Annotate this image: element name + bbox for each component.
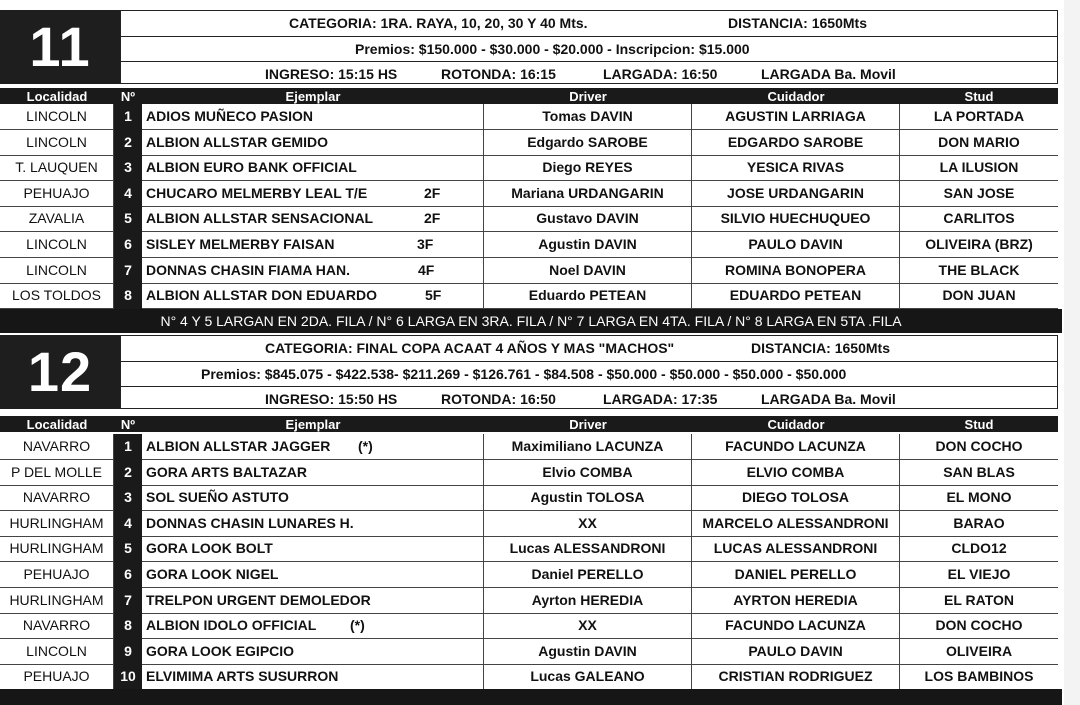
race-start-type: LARGADA Ba. Movil xyxy=(761,66,896,82)
cell-stud: DON COCHO xyxy=(935,438,1023,454)
cell-ejemplar xyxy=(142,639,484,664)
cell-cuidador: ROMINA BONOPERA xyxy=(692,258,900,283)
cell-localidad: LINCOLN xyxy=(0,232,114,257)
horse-name: DONNAS CHASIN FIAMA HAN. xyxy=(146,261,351,278)
cell-localidad: LINCOLN xyxy=(0,258,114,283)
cell-cuidador: PAULO DAVIN xyxy=(692,639,900,664)
race-number: 12 xyxy=(27,340,93,403)
table-row xyxy=(0,511,1058,537)
cell-driver: XX xyxy=(484,613,692,638)
cell-cuidador: DIEGO TOLOSA xyxy=(692,485,900,510)
race-distance: DISTANCIA: 1650Mts xyxy=(728,15,867,31)
horse-name: CHUCARO MELMERBY LEAL T/E xyxy=(146,184,368,201)
cell-driver: Lucas GALEANO xyxy=(484,664,692,689)
col-header-ejemplar: Ejemplar xyxy=(285,417,341,432)
horse-start-mark: 2F xyxy=(424,184,441,201)
vertical-scrollbar[interactable] xyxy=(1064,0,1080,705)
table-row xyxy=(0,206,1058,232)
table-header-race-12 xyxy=(0,416,1058,432)
cell-numero: 3 xyxy=(114,155,142,181)
cell-driver: Edgardo SAROBE xyxy=(484,130,692,155)
cell-localidad: PEHUAJO xyxy=(0,562,114,587)
cell-stud: DON JUAN xyxy=(942,287,1016,304)
cell-localidad: NAVARRO xyxy=(0,434,114,459)
cell-localidad: ZAVALIA xyxy=(0,206,114,231)
cell-ejemplar xyxy=(142,434,484,459)
cell-localidad: LINCOLN xyxy=(0,639,114,664)
horse-start-mark: (*) xyxy=(350,617,365,634)
cell-stud: EL VIEJO xyxy=(947,566,1011,582)
cell-driver: Mariana URDANGARIN xyxy=(484,181,692,206)
cell-numero: 3 xyxy=(114,485,142,511)
cell-cuidador: PAULO DAVIN xyxy=(692,232,900,257)
race-entry-time: INGRESO: 15:15 HS xyxy=(265,66,398,82)
race-start-type: LARGADA Ba. Movil xyxy=(761,391,896,407)
cell-driver: Diego REYES xyxy=(484,155,692,180)
bottom-bar xyxy=(0,689,1062,705)
race-info-row-2 xyxy=(121,361,1057,386)
cell-driver: Elvio COMBA xyxy=(484,460,692,485)
cell-stud: THE BLACK xyxy=(938,261,1020,278)
cell-ejemplar xyxy=(142,460,484,485)
cell-localidad: NAVARRO xyxy=(0,485,114,510)
cell-driver: Eduardo PETEAN xyxy=(484,283,692,308)
horse-name: ALBION ALLSTAR GEMIDO xyxy=(146,133,328,150)
horse-name: ADIOS MUÑECO PASION xyxy=(146,108,313,124)
table-row xyxy=(0,639,1058,665)
cell-localidad: PEHUAJO xyxy=(0,181,114,206)
race-info-row-1 xyxy=(121,11,1057,35)
cell-numero: 10 xyxy=(114,664,142,690)
horse-name: GORA LOOK NIGEL xyxy=(146,566,279,582)
cell-ejemplar xyxy=(142,181,484,206)
cell-stud: CARLITOS xyxy=(943,210,1015,227)
cell-stud: CLDO12 xyxy=(951,540,1007,557)
col-header-cuidador: Cuidador xyxy=(767,89,825,104)
race-number-badge xyxy=(0,10,120,84)
cell-cuidador: JOSE URDANGARIN xyxy=(692,181,900,206)
col-header-driver: Driver xyxy=(569,89,607,104)
cell-driver: Agustin DAVIN xyxy=(484,639,692,664)
cell-localidad: HURLINGHAM xyxy=(0,511,114,536)
cell-driver: Agustin TOLOSA xyxy=(484,485,692,510)
race-info-box xyxy=(120,335,1058,409)
horse-start-mark: 5F xyxy=(425,287,442,304)
table-row xyxy=(0,130,1058,156)
cell-localidad: NAVARRO xyxy=(0,613,114,638)
table-row xyxy=(0,258,1058,284)
race-entry-time: INGRESO: 15:50 HS xyxy=(265,391,398,407)
cell-stud: OLIVEIRA xyxy=(945,642,1013,659)
col-header-localidad: Localidad xyxy=(26,417,88,432)
cell-cuidador: EDUARDO PETEAN xyxy=(692,283,900,308)
col-header-localidad: Localidad xyxy=(26,89,88,104)
cell-driver: Maximiliano LACUNZA xyxy=(484,434,692,459)
cell-ejemplar xyxy=(142,485,484,510)
cell-cuidador: FACUNDO LACUNZA xyxy=(692,613,900,638)
horse-start-mark: 2F xyxy=(424,210,441,227)
table-row xyxy=(0,664,1058,690)
cell-ejemplar xyxy=(142,664,484,689)
cell-cuidador: LUCAS ALESSANDRONI xyxy=(692,536,900,561)
cell-numero: 2 xyxy=(114,460,142,486)
cell-stud: SAN JOSE xyxy=(943,184,1015,201)
cell-ejemplar xyxy=(142,536,484,561)
table-row xyxy=(0,536,1058,562)
horse-name: GORA LOOK EGIPCIO xyxy=(146,642,295,659)
race-info-row-3 xyxy=(121,61,1057,86)
cell-ejemplar xyxy=(142,511,484,536)
race-prizes: Premios: $150.000 - $30.000 - $20.000 - Inscripcion: $15.000 xyxy=(355,41,750,57)
race-number-badge xyxy=(0,335,120,409)
cell-ejemplar xyxy=(142,588,484,613)
cell-numero: 1 xyxy=(114,434,142,460)
cell-numero: 8 xyxy=(114,283,142,309)
cell-ejemplar xyxy=(142,104,484,129)
cell-cuidador: SILVIO HUECHUQUEO xyxy=(692,206,900,231)
col-header-stud: Stud xyxy=(964,417,994,432)
horse-name: ALBION ALLSTAR SENSACIONAL xyxy=(146,210,374,227)
table-row xyxy=(0,155,1058,181)
cell-cuidador: MARCELO ALESSANDRONI xyxy=(692,511,900,536)
cell-cuidador: ELVIO COMBA xyxy=(692,460,900,485)
race-info-row-1 xyxy=(121,336,1057,360)
horse-name: ALBION EURO BANK OFFICIAL xyxy=(146,159,357,176)
cell-cuidador: FACUNDO LACUNZA xyxy=(692,434,900,459)
race-rotonda-time: ROTONDA: 16:50 xyxy=(441,391,556,407)
cell-numero: 5 xyxy=(114,536,142,562)
horse-name: ELVIMIMA ARTS SUSURRON xyxy=(146,668,339,685)
horse-start-mark: 4F xyxy=(418,261,435,278)
cell-cuidador: EDGARDO SAROBE xyxy=(692,130,900,155)
cell-cuidador: AGUSTIN LARRIAGA xyxy=(692,104,900,129)
horse-name: ALBION IDOLO OFFICIAL xyxy=(146,617,317,634)
cell-ejemplar xyxy=(142,206,484,231)
race-category: CATEGORIA: FINAL COPA ACAAT 4 AÑOS Y MAS "MACHOS" xyxy=(265,340,675,356)
table-row xyxy=(0,283,1058,309)
cell-stud: LA ILUSION xyxy=(939,159,1019,176)
horse-name: SOL SUEÑO ASTUTO xyxy=(146,489,289,506)
race-prizes: Premios: $845.075 - $422.538- $211.269 - $126.761 - $84.508 - $50.000 - $50.000 - $50.000 - $50.000 xyxy=(201,366,847,382)
cell-ejemplar xyxy=(142,130,484,155)
cell-driver: Tomas DAVIN xyxy=(484,104,692,129)
table-row xyxy=(0,434,1058,460)
cell-driver: Ayrton HEREDIA xyxy=(484,588,692,613)
cell-stud: DON MARIO xyxy=(938,133,1020,150)
cell-driver: Noel DAVIN xyxy=(484,258,692,283)
cell-cuidador: YESICA RIVAS xyxy=(692,155,900,180)
cell-stud: LA PORTADA xyxy=(933,108,1025,124)
cell-localidad: P DEL MOLLE xyxy=(0,460,114,485)
table-row xyxy=(0,460,1058,486)
cell-localidad: HURLINGHAM xyxy=(0,536,114,561)
race-info-row-2 xyxy=(121,36,1057,61)
cell-numero: 2 xyxy=(114,130,142,156)
table-row xyxy=(0,562,1058,588)
cell-numero: 5 xyxy=(114,206,142,232)
cell-numero: 7 xyxy=(114,258,142,284)
cell-stud: DON COCHO xyxy=(935,617,1023,634)
cell-localidad: HURLINGHAM xyxy=(0,588,114,613)
race-category: CATEGORIA: 1RA. RAYA, 10, 20, 30 Y 40 Mts. xyxy=(289,15,588,31)
cell-localidad: LINCOLN xyxy=(0,104,114,129)
race-distance: DISTANCIA: 1650Mts xyxy=(751,340,890,356)
table-header-race-11 xyxy=(0,88,1058,104)
cell-ejemplar xyxy=(142,283,484,308)
cell-cuidador: CRISTIAN RODRIGUEZ xyxy=(692,664,900,689)
cell-cuidador: AYRTON HEREDIA xyxy=(692,588,900,613)
cell-stud: EL RATON xyxy=(943,591,1014,608)
cell-localidad: T. LAUQUEN xyxy=(0,155,114,180)
cell-cuidador: DANIEL PERELLO xyxy=(692,562,900,587)
cell-driver: Agustin DAVIN xyxy=(484,232,692,257)
horse-name: DONNAS CHASIN LUNARES H. xyxy=(146,514,354,531)
cell-driver: XX xyxy=(484,511,692,536)
cell-stud: LOS BAMBINOS xyxy=(924,668,1034,685)
start-position-note: N° 4 Y 5 LARGAN EN 2DA. FILA / N° 6 LARGA EN 3RA. FILA / N° 7 LARGA EN 4TA. FILA / N° 8 LARGA EN 5TA .FILA xyxy=(0,309,1062,333)
cell-driver: Lucas ALESSANDRONI xyxy=(484,536,692,561)
table-row xyxy=(0,588,1058,614)
table-row xyxy=(0,485,1058,511)
race-info-box xyxy=(120,10,1058,84)
cell-localidad: PEHUAJO xyxy=(0,664,114,689)
cell-driver: Gustavo DAVIN xyxy=(484,206,692,231)
cell-numero: 6 xyxy=(114,232,142,258)
cell-ejemplar xyxy=(142,155,484,180)
horse-name: GORA LOOK BOLT xyxy=(146,540,273,557)
table-row xyxy=(0,104,1058,130)
horse-name: TRELPON URGENT DEMOLEDOR xyxy=(146,591,371,608)
cell-ejemplar xyxy=(142,258,484,283)
cell-numero: 7 xyxy=(114,588,142,614)
cell-stud: SAN BLAS xyxy=(943,463,1015,480)
horse-start-mark: 3F xyxy=(417,236,434,252)
cell-numero: 4 xyxy=(114,181,142,207)
col-header-cuidador: Cuidador xyxy=(767,417,825,432)
cell-numero: 4 xyxy=(114,511,142,537)
race-number: 11 xyxy=(29,15,91,78)
cell-numero: 6 xyxy=(114,562,142,588)
horse-name: ALBION ALLSTAR JAGGER xyxy=(146,438,331,454)
table-row xyxy=(0,613,1058,639)
cell-stud: EL MONO xyxy=(946,489,1012,506)
table-row xyxy=(0,232,1058,258)
col-header-numero: Nº xyxy=(120,417,136,432)
cell-driver: Daniel PERELLO xyxy=(484,562,692,587)
horse-name: GORA ARTS BALTAZAR xyxy=(146,463,307,480)
cell-ejemplar xyxy=(142,562,484,587)
table-row xyxy=(0,181,1058,207)
race-start-time: LARGADA: 17:35 xyxy=(603,391,718,407)
cell-numero: 8 xyxy=(114,613,142,639)
race-info-row-3 xyxy=(121,386,1057,411)
horse-name: SISLEY MELMERBY FAISAN xyxy=(146,236,335,252)
horse-start-mark: (*) xyxy=(358,438,373,454)
horse-name: ALBION ALLSTAR DON EDUARDO xyxy=(146,287,377,304)
cell-localidad: LOS TOLDOS xyxy=(0,283,114,308)
col-header-ejemplar: Ejemplar xyxy=(285,89,341,104)
col-header-stud: Stud xyxy=(964,89,994,104)
cell-numero: 1 xyxy=(114,104,142,130)
cell-ejemplar xyxy=(142,232,484,257)
col-header-numero: Nº xyxy=(120,89,136,104)
race-rotonda-time: ROTONDA: 16:15 xyxy=(441,66,556,82)
cell-numero: 9 xyxy=(114,639,142,665)
cell-stud: BARAO xyxy=(953,514,1005,531)
cell-stud: OLIVEIRA (BRZ) xyxy=(925,236,1033,252)
cell-localidad: LINCOLN xyxy=(0,130,114,155)
cell-ejemplar xyxy=(142,613,484,638)
race-start-time: LARGADA: 16:50 xyxy=(603,66,718,82)
col-header-driver: Driver xyxy=(569,417,607,432)
